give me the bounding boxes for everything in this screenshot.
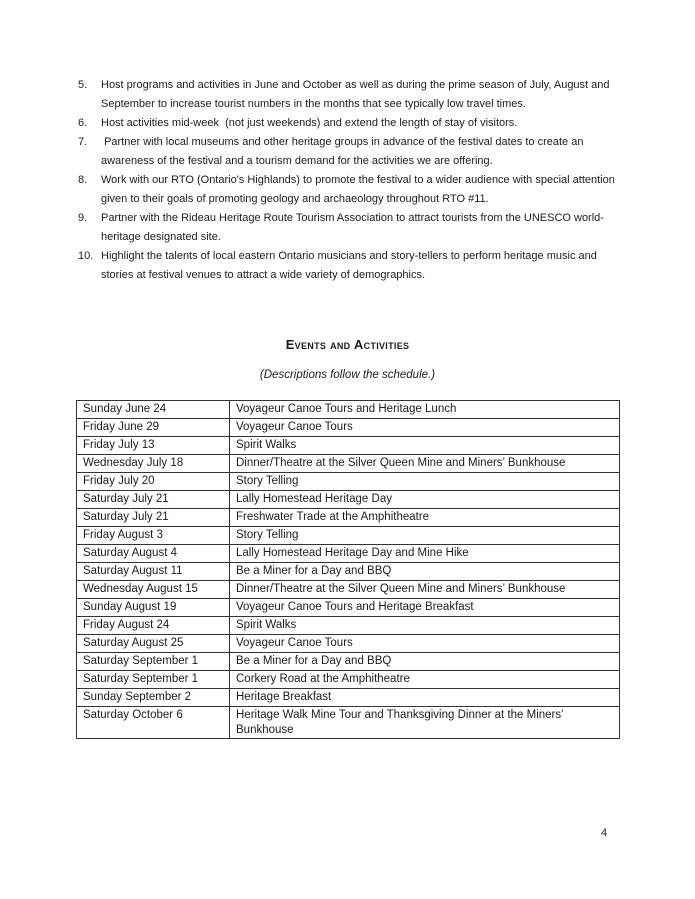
schedule-row: [77, 635, 620, 653]
event-description-cell: Story Telling: [230, 473, 620, 491]
list-item-number: 5.: [78, 79, 88, 91]
schedule-row: [77, 509, 620, 527]
event-date-cell: Friday July 20: [77, 473, 230, 491]
list-item-text: Partner with the Rideau Heritage Route Tourism Association to attract tourists from the UNESCO world-heritage designated site.: [101, 212, 604, 243]
list-item-number: 10.: [78, 250, 94, 262]
event-description-cell: Voyageur Canoe Tours: [230, 419, 620, 437]
event-date-cell: Friday July 13: [77, 437, 230, 455]
event-description-cell: Dinner/Theatre at the Silver Queen Mine and Miners’ Bunkhouse: [230, 581, 620, 599]
schedule-row: [77, 581, 620, 599]
event-description-cell: Lally Homestead Heritage Day: [230, 491, 620, 509]
event-date-cell: Friday August 24: [77, 617, 230, 635]
page-number: 4: [601, 827, 608, 839]
event-date-cell: Sunday August 19: [77, 599, 230, 617]
event-description-cell: Voyageur Canoe Tours: [230, 635, 620, 653]
event-description-cell: Be a Miner for a Day and BBQ: [230, 563, 620, 581]
list-item-number: 7.: [78, 136, 88, 148]
list-item-number: 9.: [78, 212, 88, 224]
list-item: [78, 76, 626, 114]
schedule-row: [77, 671, 620, 689]
event-description-cell: Corkery Road at the Amphitheatre: [230, 671, 620, 689]
recommendations-list: [78, 76, 626, 285]
schedule-row: [77, 437, 620, 455]
event-description-cell: Be a Miner for a Day and BBQ: [230, 653, 620, 671]
list-item-number: 8.: [78, 174, 88, 186]
list-item-text: Partner with local museums and other heritage groups in advance of the festival dates to create an awareness of the festival and a tourism demand for the activities we are offering.: [101, 136, 587, 167]
event-date-cell: Wednesday August 15: [77, 581, 230, 599]
event-date-cell: Saturday September 1: [77, 653, 230, 671]
event-description-cell: Story Telling: [230, 527, 620, 545]
event-description-cell: Voyageur Canoe Tours and Heritage Breakfast: [230, 599, 620, 617]
event-date-cell: Saturday July 21: [77, 509, 230, 527]
section-title: Events and Activities: [285, 337, 410, 352]
schedule-row: [77, 419, 620, 437]
schedule-table-body: [77, 401, 620, 739]
schedule-row: [77, 455, 620, 473]
list-item: [78, 247, 626, 285]
event-description-cell: Dinner/Theatre at the Silver Queen Mine and Miners’ Bunkhouse: [230, 455, 620, 473]
event-date-cell: Saturday August 25: [77, 635, 230, 653]
event-description-cell: Heritage Breakfast: [230, 689, 620, 707]
event-date-cell: Saturday July 21: [77, 491, 230, 509]
schedule-row: [77, 599, 620, 617]
event-date-cell: Friday June 29: [77, 419, 230, 437]
event-date-cell: Saturday August 4: [77, 545, 230, 563]
list-item: [78, 209, 626, 247]
schedule-row: [77, 545, 620, 563]
schedule-row: [77, 563, 620, 581]
event-date-cell: Wednesday July 18: [77, 455, 230, 473]
list-item-text: Host programs and activities in June and October as well as during the prime season of July, August and September to increase tourist numbers in the months that see typically low travel times.: [101, 79, 613, 110]
list-item-text: Host activities mid-week (not just weekends) and extend the length of stay of visitors.: [101, 117, 518, 129]
list-item: [78, 133, 626, 171]
schedule-row: [77, 653, 620, 671]
event-description-cell: Voyageur Canoe Tours and Heritage Lunch: [230, 401, 620, 419]
event-description-cell: Lally Homestead Heritage Day and Mine Hike: [230, 545, 620, 563]
event-description-cell: Heritage Walk Mine Tour and Thanksgiving Dinner at the Miners’ Bunkhouse: [230, 707, 620, 739]
schedule-row: [77, 689, 620, 707]
schedule-row: [77, 617, 620, 635]
event-description-cell: Spirit Walks: [230, 437, 620, 455]
event-date-cell: Saturday October 6: [77, 707, 230, 739]
schedule-row: [77, 491, 620, 509]
schedule-row: [77, 401, 620, 419]
list-item: [78, 114, 626, 133]
schedule-row: [77, 527, 620, 545]
event-description-cell: Freshwater Trade at the Amphitheatre: [230, 509, 620, 527]
event-date-cell: Sunday September 2: [77, 689, 230, 707]
section-subtitle: (Descriptions follow the schedule.): [259, 369, 436, 381]
event-description-cell: Spirit Walks: [230, 617, 620, 635]
event-date-cell: Saturday September 1: [77, 671, 230, 689]
schedule-table: [76, 400, 620, 739]
event-date-cell: Sunday June 24: [77, 401, 230, 419]
schedule-row: [77, 473, 620, 491]
list-item-text: Highlight the talents of local eastern Ontario musicians and story-tellers to perform heritage music and stories at festival venues to attract a wide variety of demographics.: [101, 250, 600, 281]
list-item-text: Work with our RTO (Ontario's Highlands) to promote the festival to a wider audience with special attention given to their goals of promoting geology and archaeology throughout RTO #11.: [101, 174, 618, 205]
list-item-number: 6.: [78, 117, 88, 129]
list-item: [78, 171, 626, 209]
event-date-cell: Friday August 3: [77, 527, 230, 545]
schedule-row: [77, 707, 620, 739]
event-date-cell: Saturday August 11: [77, 563, 230, 581]
